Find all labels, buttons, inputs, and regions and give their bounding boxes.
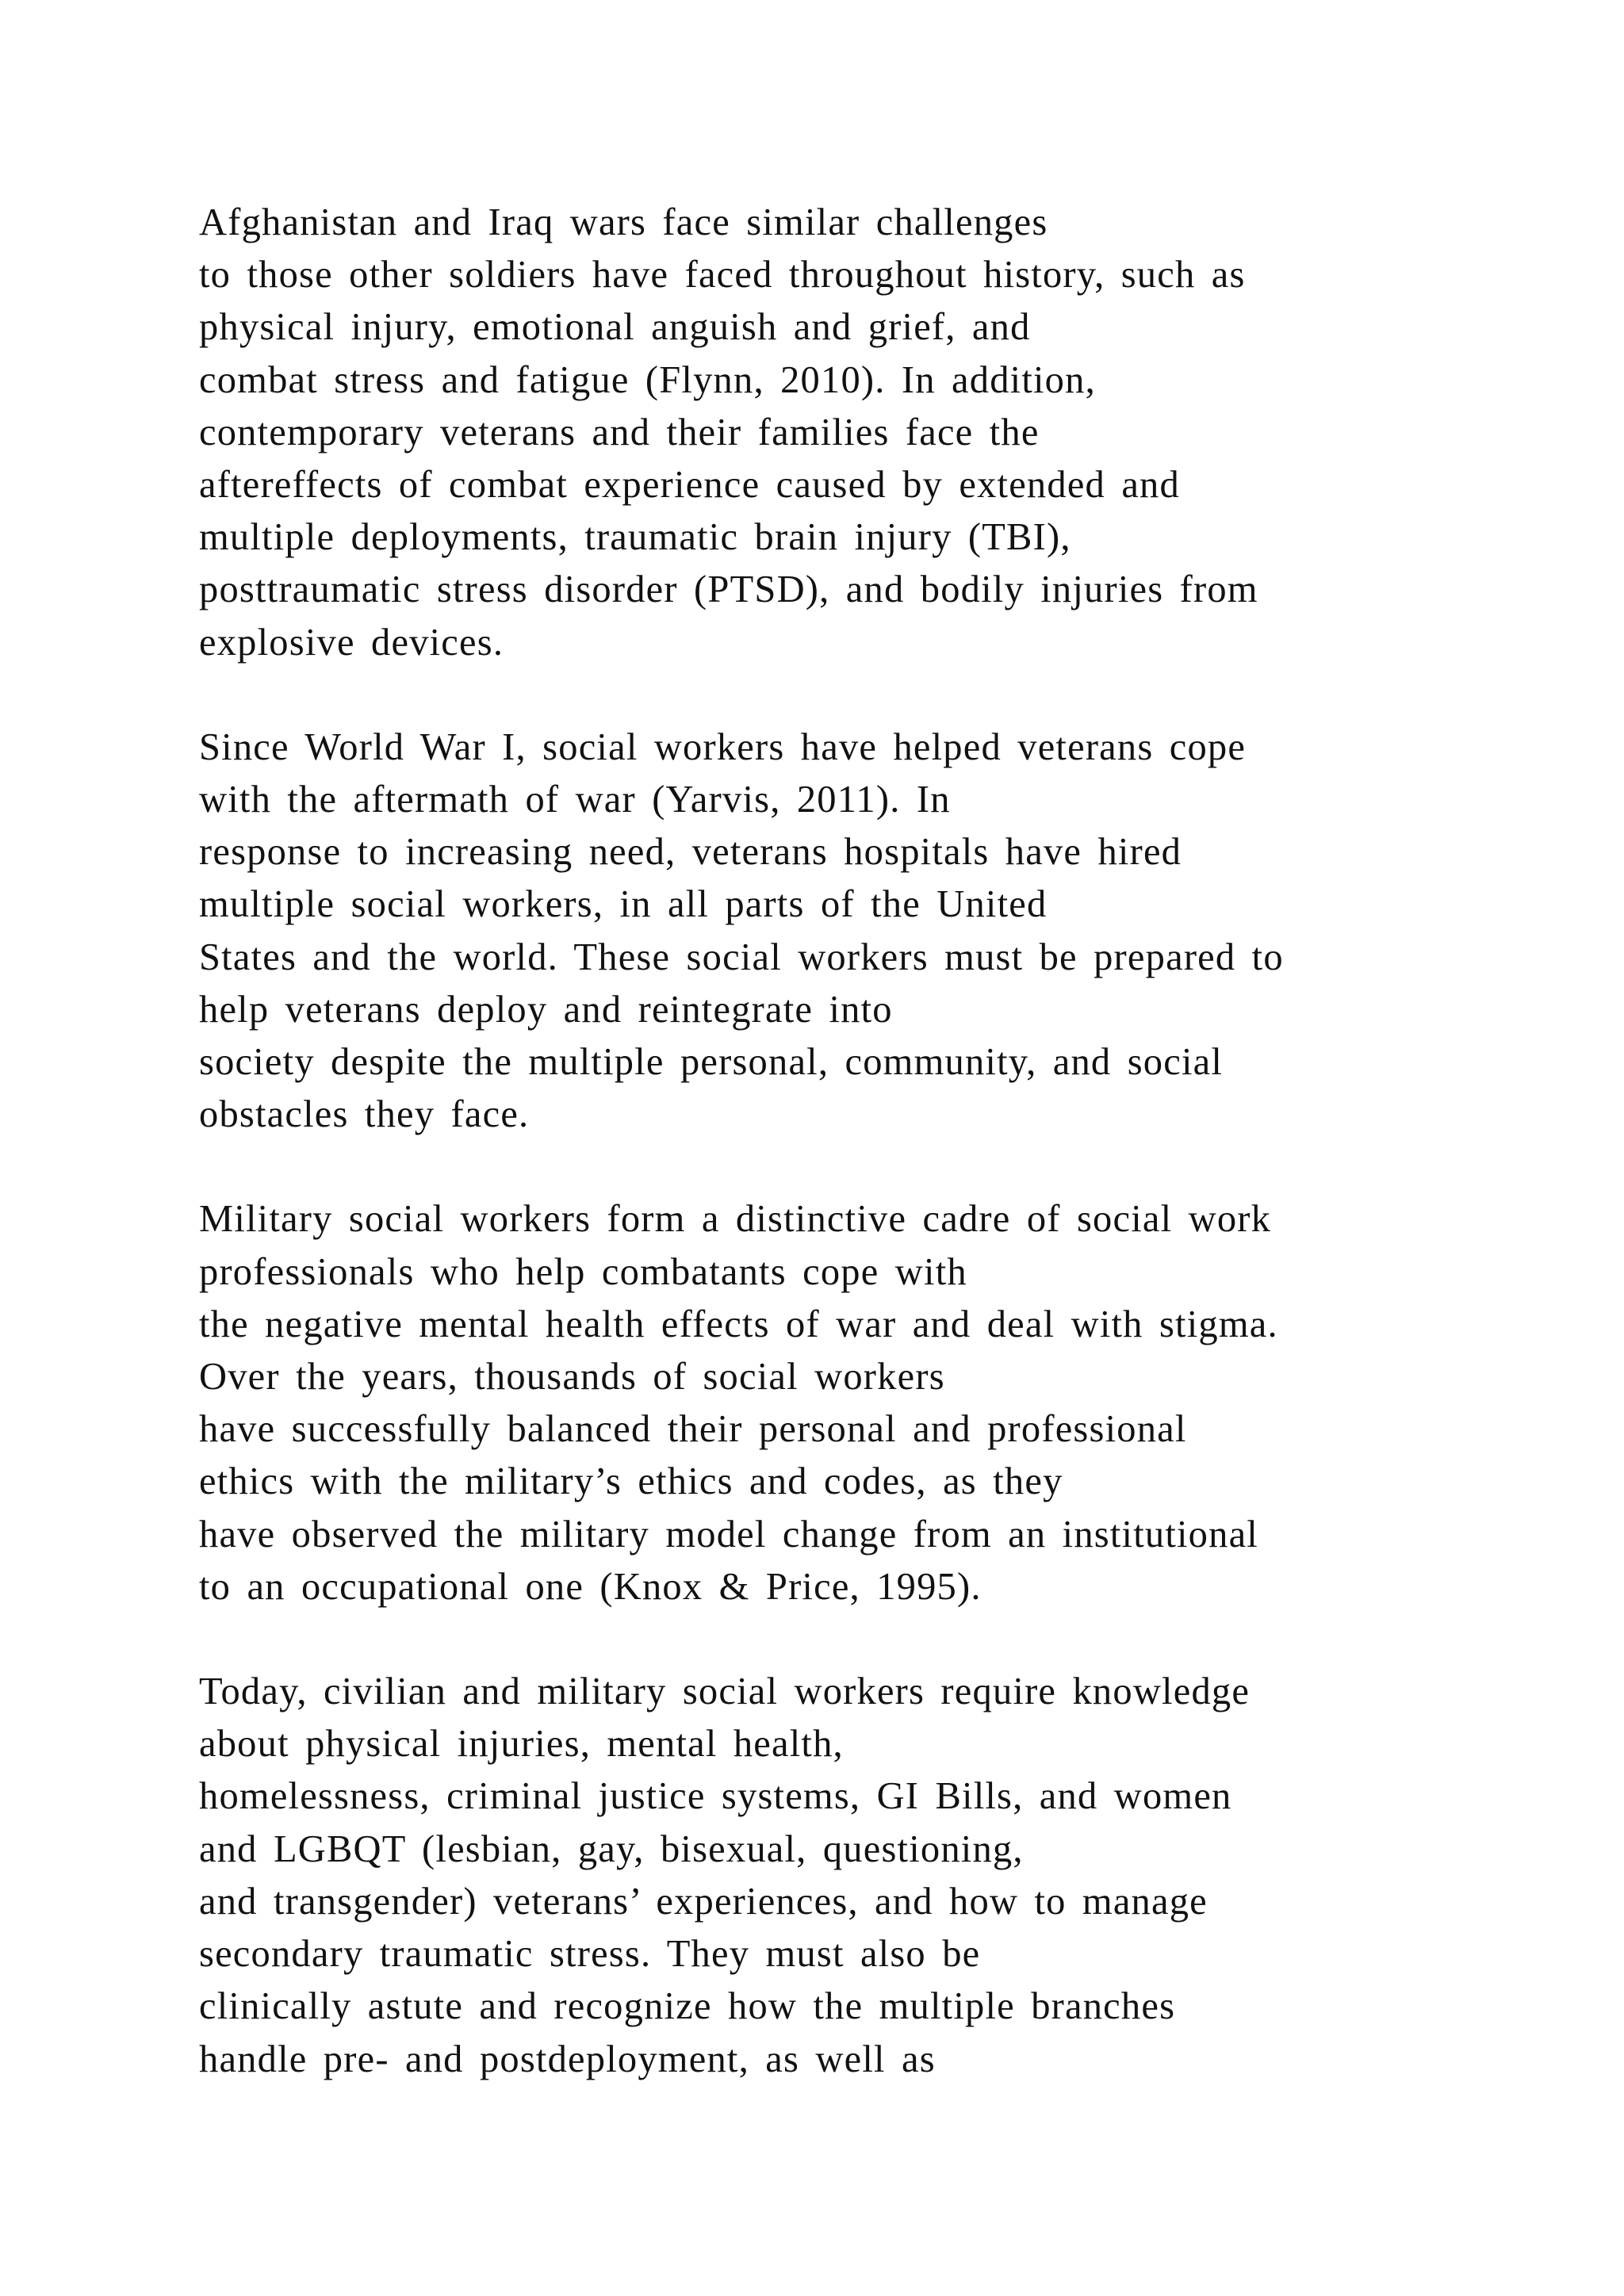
- text-line: and transgender) veterans’ experiences, and how to manage: [199, 1880, 1208, 1923]
- text-line: obstacles they face.: [199, 1093, 530, 1136]
- paragraph-4: [199, 1666, 1436, 2086]
- text-line: about physical injuries, mental health,: [199, 1723, 844, 1766]
- text-line: Over the years, thousands of social workers: [199, 1356, 945, 1399]
- text-line: have successfully balanced their personal and professional: [199, 1408, 1187, 1451]
- text-line: combat stress and fatigue (Flynn, 2010). In addition,: [199, 358, 1096, 401]
- text-line: secondary traumatic stress. They must also be: [199, 1933, 981, 1976]
- text-line: the negative mental health effects of war and deal with stigma.: [199, 1303, 1278, 1345]
- text-line: Military social workers form a distinctive cadre of social work: [199, 1198, 1272, 1241]
- text-line: multiple deployments, traumatic brain injury (TBI),: [199, 516, 1071, 559]
- text-line: response to increasing need, veterans hospitals have hired: [199, 831, 1182, 874]
- text-line: handle pre- and postdeployment, as well as: [199, 2038, 936, 2080]
- text-line: physical injury, emotional anguish and grief, and: [199, 306, 1031, 349]
- paragraph-3: [199, 1193, 1436, 1613]
- text-line: multiple social workers, in all parts of the United: [199, 883, 1048, 926]
- text-line: clinically astute and recognize how the multiple branches: [199, 1985, 1176, 2028]
- text-line: Since World War I, social workers have helped veterans cope: [199, 725, 1247, 768]
- text-line: with the aftermath of war (Yarvis, 2011). In: [199, 779, 951, 821]
- paragraph-1: [199, 197, 1436, 669]
- text-line: professionals who help combatants cope with: [199, 1250, 967, 1293]
- text-line: and LGBQT (lesbian, gay, bisexual, questioning,: [199, 1827, 1024, 1870]
- text-line: posttraumatic stress disorder (PTSD), and bodily injuries from: [199, 568, 1258, 611]
- text-line: have observed the military model change from an institutional: [199, 1513, 1258, 1556]
- text-line: explosive devices.: [199, 621, 504, 664]
- text-line: ethics with the military’s ethics and codes, as they: [199, 1460, 1063, 1503]
- paragraph-2: [199, 721, 1436, 1142]
- document-body: [199, 197, 1436, 2138]
- text-line: to those other soldiers have faced throughout history, such as: [199, 254, 1246, 297]
- text-line: to an occupational one (Knox & Price, 1995).: [199, 1565, 982, 1608]
- text-line: Today, civilian and military social workers require knowledge: [199, 1670, 1251, 1713]
- text-line: aftereffects of combat experience caused by extended and: [199, 464, 1180, 507]
- text-line: Afghanistan and Iraq wars face similar challenges: [199, 201, 1048, 243]
- text-line: help veterans deploy and reintegrate into: [199, 988, 893, 1031]
- text-line: States and the world. These social workers must be prepared to: [199, 936, 1284, 978]
- text-line: society despite the multiple personal, community, and social: [199, 1041, 1224, 1084]
- text-line: homelessness, criminal justice systems, GI Bills, and women: [199, 1775, 1232, 1818]
- text-line: contemporary veterans and their families face the: [199, 411, 1040, 453]
